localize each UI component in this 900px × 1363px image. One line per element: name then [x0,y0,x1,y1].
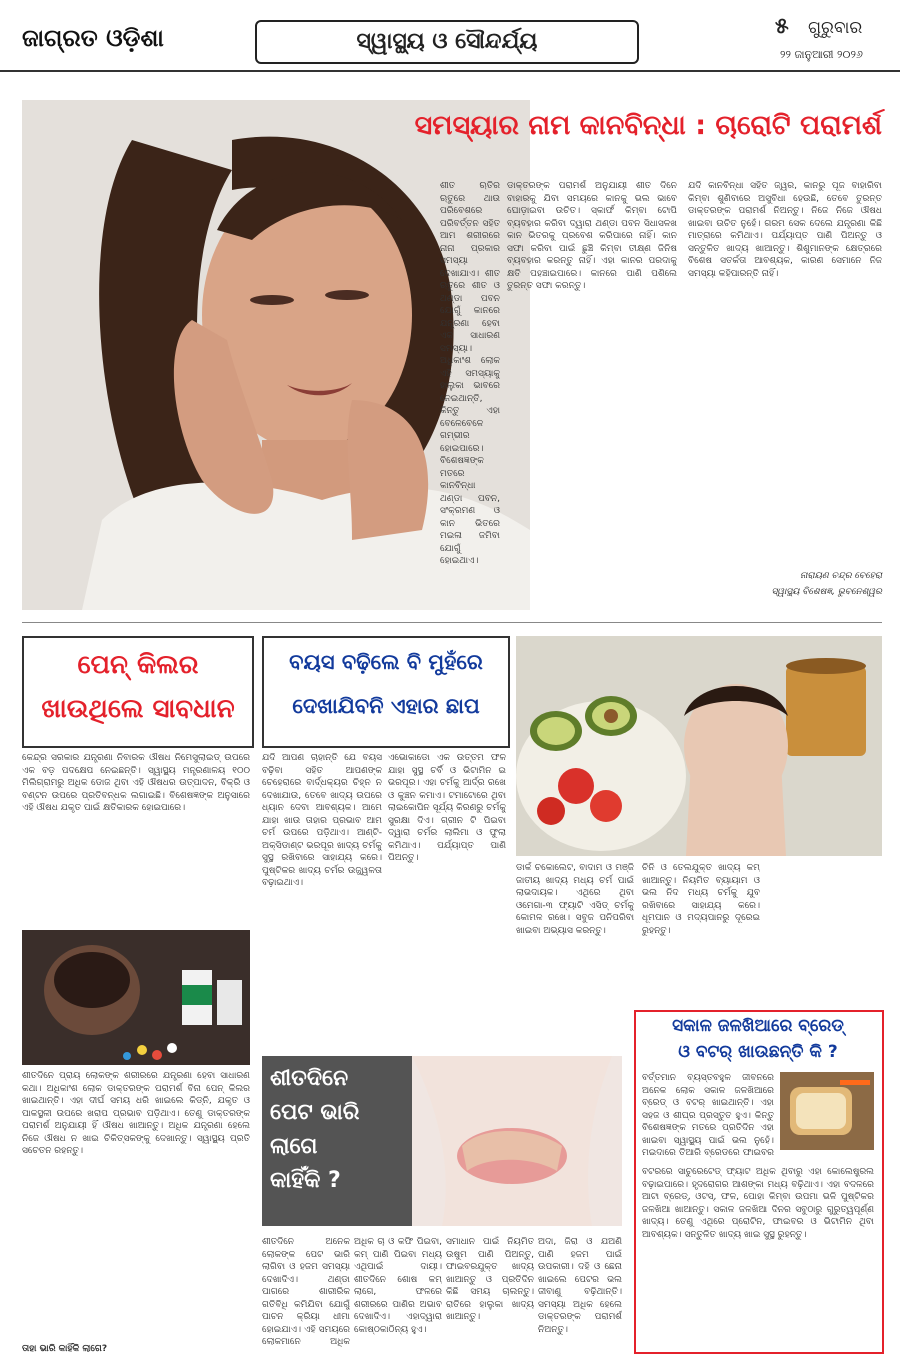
pills-photo [22,930,250,1065]
winter-column-2: ଅଧିକ ଚା ଓ କଫି ପିଇବା, କମ୍ ପାଣି ପିଇବା ମଧ୍ୟ ଏଥିପାଇଁ ଦାୟୀ। ଶୀତଦିନେ ଶୋଷ କମ୍ ଲାଗେ, ଫଳରେ ଶରୀରରେ ପାଣିର ଅଭାବ ଦେଖାଦିଏ। ଏହାଦ୍ୱାରା କୋଷ୍ଠକାଠିନ୍ୟ ହୁଏ। [354,1237,442,1335]
winter-title-line2: ପେଟ ଭାରି [270,1100,360,1125]
painkiller-title-line1: ପେନ୍ କିଲର [77,650,199,680]
breakfast-body: ବର୍ତ୍ତମାନ ବ୍ୟସ୍ତବହୁଳ ଜୀବନରେ ଅନେକ ଲୋକ ସକାଳ ଜଳଖିଆରେ ବ୍ରେଡ୍ ଓ ବଟର୍ ଖାଇଥାନ୍ତି। ଏହା ସହଜ ଓ ଶୀଘ୍ର ପ୍ରସ୍ତୁତ ହୁଏ। କିନ୍ତୁ ବିଶେଷଜ୍ଞଙ୍କ ମତରେ ପ୍ରତିଦିନ ଏହା ଖାଇବା ସ୍ୱାସ୍ଥ୍ୟ ପାଇଁ ଭଲ ନୁହେଁ। ମଇଦାରେ ତିଆରି ବ୍ରେଡରେ ଫାଇବର [642,1073,774,1158]
bread-butter-photo [780,1072,874,1150]
winter-title-line3: ଲାଗେ [270,1134,318,1159]
lead-column-3: ଯଦି କାନବିନ୍ଧା ସହିତ ଜ୍ୱର, କାନରୁ ପୂଜ ବାହାରିବା କିମ୍ବା ଶୁଣିବାରେ ଅସୁବିଧା ହେଉଛି, ତେବେ ତୁରନ୍ତ ଡାକ୍ତରଙ୍କ ପରାମର୍ଶ ନିଅନ୍ତୁ। ନିଜେ ନିଜେ ଔଷଧ ଖାଇବା ଉଚିତ ନୁହେଁ। ଗରମ ସେକ ଦେଲେ ଯନ୍ତ୍ରଣା କିଛି ମାତ୍ରାରେ କମିଥାଏ। ପର୍ଯ୍ୟାପ୍ତ ପାଣି ପିଅନ୍ତୁ ଓ ସନ୍ତୁଳିତ ଖାଦ୍ୟ ଖାଆନ୍ତୁ। ଶିଶୁମାନଙ୍କ କ୍ଷେତ୍ରରେ ବିଶେଷ ସତର୍କତା ଆବଶ୍ୟକ, କାରଣ ସେମାନେ ନିଜ ସମସ୍ୟା କହିପାରନ୍ତି ନାହିଁ। [688,181,882,279]
winter-title-line1: ଶୀତଦିନେ [270,1066,349,1091]
section-divider [22,622,882,623]
masthead [0,0,900,72]
aging-column-1: ଯଦି ଆପଣ ଚାହାନ୍ତି ଯେ ବୟସ ବଢ଼ିବା ସହିତ ଆପଣଙ୍କ ଚେହେରାରେ ବାର୍ଦ୍ଧକ୍ୟର ଚିହ୍ନ ନ ଦେଖାଯାଉ, ତେବେ ଖାଦ୍ୟ ଉପରେ ଧ୍ୟାନ ଦେବା ଆବଶ୍ୟକ। ଆମେ ଯାହା ଖାଉ ତାହାର ପ୍ରଭାବ ଆମ ଚର୍ମ ଉପରେ ପଡ଼ିଥାଏ। ଆଣ୍ଟି-ଅକ୍ସିଡାଣ୍ଟ ଭରପୂର ଖାଦ୍ୟ ଚର୍ମକୁ ସୁସ୍ଥ ରଖିବାରେ ସାହାଯ୍ୟ କରେ। ପୁଷ୍ଟିକର ଖାଦ୍ୟ ଚର୍ମର ଉଜ୍ଜ୍ୱଳତା ବଢ଼ାଇଥାଏ। [262,753,382,888]
newspaper-logo: ଜାଗ୍ରତ ଓଡ଼ିଶା [22,24,164,52]
pills-illustration [22,930,250,1065]
lead-story [22,100,882,610]
winter-column-1: ଶୀତଦିନେ ଅନେକ ଲୋକଙ୍କ ପେଟ ଭାରି ଲାଗିବା ଓ ହଜମ ସମସ୍ୟା ଦେଖାଦିଏ। ଥଣ୍ଡା ପାଗରେ ଶାରୀରିକ ଗତିବିଧି କମିଯିବା ଯୋଗୁଁ ପାଚନ କ୍ରିୟା ଧୀମା ହୋଇଯାଏ। ଏହି ସମୟରେ ଲୋକମାନେ ଅଧିକ [262,1237,350,1347]
painkiller-headline-box [22,636,254,748]
winter-column-3: ସମାଧାନ ପାଇଁ ନିୟମିତ ଉଷୁମ ପାଣି ପିଅନ୍ତୁ, ଫାଇବରଯୁକ୍ତ ଖାଦ୍ୟ ଖାଆନ୍ତୁ ଓ ପ୍ରତିଦିନ କିଛି ସମୟ ଚାଲନ୍ତୁ। ରାତିରେ ହାଲୁକା ଖାଦ୍ୟ ଖାଆନ୍ତୁ। [446,1237,534,1322]
aging-title-line1: ବୟସ ବଢ଼ିଲେ ବି ମୁହଁରେ [289,650,483,674]
aging-column-2: ଏଭୋକାଡୋ ଏକ ଉତ୍ତମ ଫଳ ଯାହା ସୁସ୍ଥ ଚର୍ବି ଓ ଭିଟାମିନ ଇ ଭରପୂର। ଏହା ଚର୍ମକୁ ଆର୍ଦ୍ର ରଖେ ଓ କୁଞ୍ଚନ କମାଏ। ଟମାଟୋରେ ଥିବା ଲାଇକୋପିନ ସୂର୍ଯ୍ୟ କିରଣରୁ ଚର୍ମକୁ ସୁରକ୍ଷା ଦିଏ। ଗ୍ରୀନ ଟି ପିଇବା ଦ୍ୱାରା ଚର୍ମର ଲାଲିମା ଓ ଫୁଲା କମିଥାଏ। ପର୍ଯ୍ୟାପ୍ତ ପାଣି ପିଅନ୍ତୁ। [388,753,506,863]
issue-day: ଗୁରୁବାର [808,18,863,38]
winter-column-4: ଅଦା, ଜିରା ଓ ଯଅଣି ପାଣି ହଜମ ପାଇଁ ଉପକାରୀ। ଦହି ଓ ଛେନା ଖାଇଲେ ପେଟର ଭଲ ଜୀବାଣୁ ବଢ଼ିଥାନ୍ତି। ସମସ୍ୟା ଅଧିକ ହେଲେ ଡାକ୍ତରଙ୍କ ପରାମର୍ଶ ନିଅନ୍ତୁ। [538,1237,622,1335]
breakfast-title-line2: ଓ ବଟର୍ ଖାଉଛନ୍ତି କି ? [678,1042,838,1062]
aging-column-4: ଚିନି ଓ ତେଲଯୁକ୍ତ ଖାଦ୍ୟ କମ୍ ଖାଆନ୍ତୁ। ନିୟମିତ ବ୍ୟାୟାମ ଓ ଭଲ ନିଦ ମଧ୍ୟ ଚର୍ମକୁ ଯୁବ ରଖିବାରେ ସାହାଯ୍ୟ କରେ। ଧୂମପାନ ଓ ମଦ୍ୟପାନରୁ ଦୂରେଇ ରୁହନ୍ତୁ। [642,863,760,936]
aging-headline-box [262,636,510,748]
healthy-food-photo [516,636,882,856]
issue-date: ୨୨ ଜାନୁଆରୀ ୨୦୨୬ [780,48,863,61]
page-number: ୫ [775,14,789,39]
bread-butter-illustration [780,1072,874,1150]
painkiller-body-bottom: ଶୀତଦିନେ ପ୍ରାୟ ଲୋକଙ୍କ ଶରୀରରେ ଯନ୍ତ୍ରଣା ହେବା ସାଧାରଣ କଥା। ଅଧିକାଂଶ ଲୋକ ଡାକ୍ତରଙ୍କ ପରାମର୍ଶ ବିନା ପେନ୍ କିଲର ଖାଇଥାନ୍ତି। ଏହା ଦୀର୍ଘ ସମୟ ଧରି ଖାଇଲେ କିଡ୍ନି, ଯକୃତ ଓ ପାକସ୍ଥଳୀ ଉପରେ ଖରାପ ପ୍ରଭାବ ପଡ଼ିଥାଏ। ତେଣୁ ଡାକ୍ତରଙ୍କ ପରାମର୍ଶ ଅନୁଯାୟୀ ହିଁ ଔଷଧ ଖାଆନ୍ତୁ। ଅଧିକ ଯନ୍ତ୍ରଣା ହେଲେ ନିଜେ ଔଷଧ ନ ଖାଇ ଚିକିତ୍ସକଙ୍କୁ ଦେଖାନ୍ତୁ। ସ୍ୱାସ୍ଥ୍ୟ ପ୍ରତି ସଚେତନ ରହନ୍ତୁ। [22,1071,250,1156]
healthy-food-illustration [516,636,882,856]
lead-headline: ସମସ୍ୟାର ନାମ କାନବିନ୍ଧା : ଚାରୋଟି ପରାମର୍ଶ [414,110,882,141]
section-title: ସ୍ୱାସ୍ଥ୍ୟ ଓ ସୌନ୍ଦର୍ଯ୍ୟ [255,20,639,64]
painkiller-title-line2: ଖାଉଥିଲେ ସାବଧାନ [41,694,235,724]
winter-title-line4: କାହିଁକି ? [270,1168,341,1193]
breakfast-title-line1: ସକାଳ ଜଳଖିଆରେ ବ୍ରେଡ୍ [672,1016,844,1036]
aging-title-line2: ଦେଖାଯିବନି ଏହାର ଛାପ [292,694,480,718]
lead-column-1: ଶୀତ ଋତିର ଋତୁରେ ଥାଉ ପରିବେଶରେ ପରିବର୍ତ୍ତନ ସହିତ ଆମ ଶରୀରରେ ନାନା ପ୍ରକାର ସମସ୍ୟା ଦେଖାଯାଏ। ଶୀତ ଋତୁରେ ଶୀତ ଓ ଥଣ୍ଡା ପବନ ଯୋଗୁଁ କାନରେ ଯନ୍ତ୍ରଣା ହେବା ଏକ ସାଧାରଣ ସମସ୍ୟା। ଅଧିକାଂଶ ଲୋକ ଏହି ସମସ୍ୟାକୁ ହାଲୁକା ଭାବରେ ନେଇଥାନ୍ତି, କିନ୍ତୁ ଏହା ବେଳେବେଳେ ଗମ୍ଭୀର ହୋଇପାରେ। ବିଶେଷଜ୍ଞଙ୍କ ମତରେ କାନବିନ୍ଧା ଥଣ୍ଡା ପବନ, ସଂକ୍ରମଣ ଓ କାନ ଭିତରେ ମଇଳା ଜମିବା ଯୋଗୁଁ ହୋଇଥାଏ। [440,181,500,566]
breakfast-body-2: ବଟରରେ ସାଚୁରେଟେଡ୍ ଫ୍ୟାଟ ଅଧିକ ଥିବାରୁ ଏହା କୋଲେଷ୍ଟ୍ରଲ ବଢ଼ାଇପାରେ। ହୃଦରୋଗର ଆଶଙ୍କା ମଧ୍ୟ ବଢ଼ିଥାଏ। ଏହା ବଦଳରେ ଆଟା ବ୍ରେଡ୍, ଓଟସ୍, ଫଳ, ପୋହା କିମ୍ବା ଉପମା ଭଳି ପୁଷ୍ଟିକର ଜଳଖିଆ ଖାଆନ୍ତୁ। ସକାଳ ଜଳଖିଆ ଦିନର ସବୁଠାରୁ ଗୁରୁତ୍ୱପୂର୍ଣ୍ଣ ଖାଦ୍ୟ। ତେଣୁ ଏଥିରେ ପ୍ରୋଟିନ, ଫାଇବର ଓ ଭିଟାମିନ ଥିବା ଆବଶ୍ୟକ। ସନ୍ତୁଳିତ ଖାଦ୍ୟ ଖାଇ ସୁସ୍ଥ ରୁହନ୍ତୁ। [642,1167,874,1240]
aging-column-3: ଡାର୍କ ଚକୋଲେଟ, ବାଦାମ ଓ ମଞ୍ଜି ଜାତୀୟ ଖାଦ୍ୟ ମଧ୍ୟ ଚର୍ମ ପାଇଁ ଲାଭଦାୟକ। ଏଥିରେ ଥିବା ଓମେଗା-୩ ଫ୍ୟାଟି ଏସିଡ୍ ଚର୍ମକୁ କୋମଳ ରଖେ। ସବୁଜ ପନିପରିବା ଖାଇବା ଅଭ୍ୟାସ କରନ୍ତୁ। [516,863,634,936]
lead-byline-title: ସ୍ୱାସ୍ଥ୍ୟ ବିଶେଷଜ୍ଞ, ଭୁବନେଶ୍ୱର [771,587,882,597]
lead-byline-name: ନାରାୟଣ ଚନ୍ଦ୍ର ବେହେରା [800,571,882,581]
painkiller-body-top: କେନ୍ଦ୍ର ସରକାର ଯନ୍ତ୍ରଣା ନିବାରକ ଔଷଧ ନିମେସୁଲାଇଡ୍ ଉପରେ ଏକ ବଡ଼ ପଦକ୍ଷେପ ନେଇଛନ୍ତି। ସ୍ୱାସ୍ଥ୍ୟ ମନ୍ତ୍ରଣାଳୟ ୧୦୦ ମିଲିଗ୍ରାମରୁ ଅଧିକ ଡୋଜ ଥିବା ଏହି ଔଷଧର ଉତ୍ପାଦନ, ବିକ୍ରି ଓ ବଣ୍ଟନ ଉପରେ ପ୍ରତିବନ୍ଧକ ଲଗାଇଛି। ବିଶେଷଜ୍ଞଙ୍କ ଅନୁସାରେ ଏହି ଔଷଧ ଯକୃତ ପାଇଁ କ୍ଷତିକାରକ ହୋଇପାରେ। [22,753,250,813]
lead-column-2: ଡାକ୍ତରଙ୍କ ପରାମର୍ଶ ଅନୁଯାୟୀ ଶୀତ ଦିନେ ବାହାରକୁ ଯିବା ସମୟରେ କାନକୁ ଭଲ ଭାବେ ଘୋଡ଼ାଇବା ଉଚିତ। ସ୍କାର୍ଫ କିମ୍ବା ଟୋପି ବ୍ୟବହାର କରିବା ଦ୍ୱାରା ଥଣ୍ଡା ପବନ ସିଧାସଳଖ କାନ ଭିତରକୁ ପ୍ରବେଶ କରିପାରେ ନାହିଁ। କାନ ସଫା କରିବା ପାଇଁ ଛୁଞ୍ଚି କିମ୍ବା ତୀକ୍ଷ୍ଣ ଜିନିଷ ବ୍ୟବହାର କରନ୍ତୁ ନାହିଁ। ଏହା କାନର ପରଦାକୁ କ୍ଷତି ପହଞ୍ଚାଇପାରେ। କାନରେ ପାଣି ପଶିଲେ ତୁରନ୍ତ ସଫା କରନ୍ତୁ। [507,181,677,291]
painkiller-footer: ତାହା ଭାରି କାହିଁକି ଲାଗେ? [22,1344,108,1354]
